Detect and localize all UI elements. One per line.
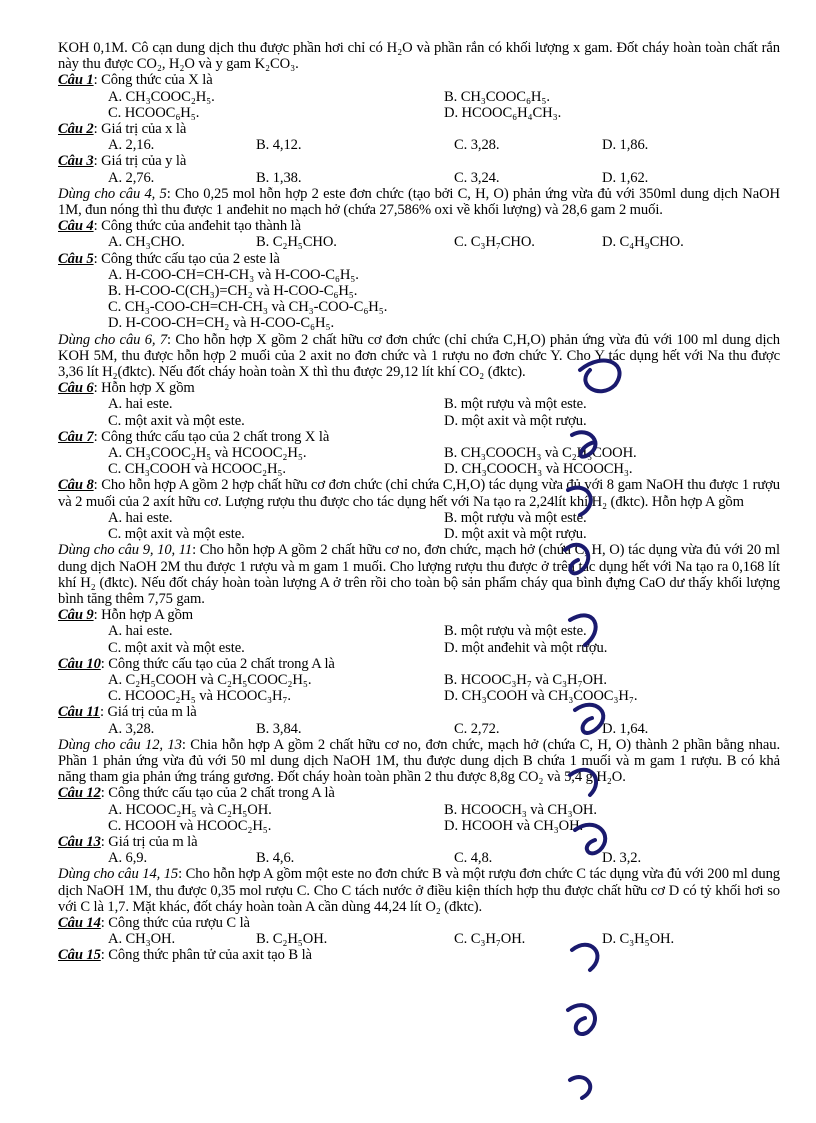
options-row: [58, 413, 780, 429]
question-15: [58, 947, 780, 963]
option-c[interactable]: C. 3,24.: [454, 169, 500, 186]
option-c[interactable]: C. một axit và một este.: [108, 639, 245, 656]
options-row: [58, 170, 780, 186]
question-label: Câu 11: [58, 704, 100, 721]
question-6: [58, 380, 780, 396]
question-14: [58, 915, 780, 931]
option-c[interactable]: C. CH₃-COO-CH=CH-CH₃ và CH₃-COO-C₆H₅.: [108, 299, 388, 316]
options-row: [58, 640, 780, 656]
question-label: Câu 14: [58, 914, 101, 931]
question-8: [58, 477, 780, 509]
option-d[interactable]: D. CH₃COOH và CH₃COOC₃H₇.: [444, 688, 638, 705]
option-d[interactable]: D. một axit và một rượu.: [444, 412, 587, 429]
option-a[interactable]: A. 3,28.: [108, 720, 155, 737]
option-a[interactable]: A. CH₃COOC₂H₅.: [108, 88, 215, 105]
question-label: Câu 10: [58, 655, 101, 672]
options-row: [58, 105, 780, 121]
options-row: [58, 461, 780, 477]
option-b[interactable]: B. H-COO-C(CH₃)=CH₂ và H-COO-C₆H₅.: [108, 283, 358, 300]
option-a[interactable]: A. HCOOC₂H₅ và C₂H₅OH.: [108, 801, 272, 818]
question-3: [58, 153, 780, 169]
option-c[interactable]: C. C₃H₇OH.: [454, 931, 526, 948]
question-stem: : Giá trị của x là: [93, 121, 187, 138]
shared-stem-4-5: [58, 186, 780, 218]
option-d[interactable]: D. C₃H₅OH.: [602, 931, 675, 948]
option-b[interactable]: B. C₂H₅CHO.: [256, 234, 337, 251]
option-a[interactable]: A. CH₃COOC₂H₅ và HCOOC₂H₅.: [108, 445, 307, 462]
question-label: Câu 4: [58, 218, 94, 235]
option-b[interactable]: B. CH₃COOCH₃ và C₂H₅COOH.: [444, 445, 637, 462]
question-12: [58, 785, 780, 801]
option-a[interactable]: A. hai este.: [108, 623, 173, 640]
option-d[interactable]: D. CH₃COOCH₃ và HCOOCH₃.: [444, 461, 633, 478]
option-b[interactable]: B. C₂H₅OH.: [256, 931, 328, 948]
option-a[interactable]: A. hai este.: [108, 509, 173, 526]
question-label: Câu 15: [58, 947, 101, 964]
shared-stem-12-13: [58, 737, 780, 786]
option-c[interactable]: C. 4,8.: [454, 850, 493, 867]
option-a[interactable]: A. 2,16.: [108, 137, 155, 154]
shared-stem-lead: Dùng cho câu 14, 15: [58, 866, 179, 883]
shared-stem-14-15: [58, 866, 780, 915]
option-d[interactable]: D. C₄H₉CHO.: [602, 234, 684, 251]
shared-stem-lead: Dùng cho câu 9, 10, 11: [58, 542, 193, 559]
question-label: Câu 7: [58, 428, 94, 445]
option-b[interactable]: B. 4,12.: [256, 137, 302, 154]
options-row: [58, 445, 780, 461]
question-label: Câu 2: [58, 121, 94, 138]
options-row: [58, 299, 780, 315]
option-b[interactable]: B. một rượu và một este.: [444, 623, 587, 640]
options-row: [58, 234, 780, 250]
option-b[interactable]: B. CH₃COOC₆H₅.: [444, 88, 550, 105]
question-label: Câu 13: [58, 833, 101, 850]
options-row: [58, 672, 780, 688]
question-label: Câu 9: [58, 607, 94, 624]
shared-stem-text: : Cho hỗn hợp A gồm 2 chất hữu cơ no, đơn chức, mạch hở (chứa C, H, O) tác dụng vừa đủ với 20 ml dung dịch NaOH 2M thu được 1 rượu và m gam 1 muối. Cho lượng rượu thu được ở trên tác dụng hết với Na tạo ra 0,168 lít khí H₂ (đktc). Nếu đốt cháy hoàn toàn lượng A ở trên rồi cho toàn bộ sản phẩm cháy qua bình đựng CaO dư thấy khối lượng bình tăng thêm 7,75 gam.: [58, 542, 781, 607]
question-stem: : Giá trị của m là: [100, 833, 198, 850]
options-row: [58, 623, 780, 639]
options-row: [58, 931, 780, 947]
options-row: [58, 721, 780, 737]
option-d[interactable]: D. 1,62.: [602, 169, 649, 186]
option-d[interactable]: D. H-COO-CH=CH₂ và H-COO-C₆H₅.: [108, 315, 335, 332]
options-row: [58, 315, 780, 331]
option-a[interactable]: A. 6,9.: [108, 850, 148, 867]
option-c[interactable]: C. C₃H₇CHO.: [454, 234, 535, 251]
option-a[interactable]: A. 2,76.: [108, 169, 155, 186]
option-a[interactable]: A. C₂H₅COOH và C₂H₅COOC₂H₅.: [108, 671, 312, 688]
option-d[interactable]: D. 3,2.: [602, 850, 642, 867]
shared-stem-lead: Dùng cho câu 4, 5: [58, 185, 167, 202]
question-11: [58, 704, 780, 720]
question-stem: : Công thức cấu tạo của 2 chất trong X là: [93, 428, 330, 445]
question-7: [58, 429, 780, 445]
option-b[interactable]: B. một rượu và một este.: [444, 396, 587, 413]
question-4: [58, 218, 780, 234]
question-label: Câu 8: [58, 477, 94, 494]
question-1: [58, 72, 780, 88]
options-row: [58, 802, 780, 818]
question-stem: : Công thức cấu tạo của 2 chất trong A là: [100, 655, 335, 672]
question-stem: : Công thức của X là: [93, 72, 213, 89]
option-c[interactable]: C. một axit và một este.: [108, 526, 245, 543]
shared-stem-text: : Cho 0,25 mol hỗn hợp 2 este đơn chức (tạo bởi C, H, O) phản ứng vừa đủ với 350ml dung dịch NaOH 1M, đun nóng thì thu được 1 anđehit no mạch hở (chứa 27,586% oxi về khối lượng) và 28,6 gam 2 muối.: [58, 185, 780, 219]
question-stem: : Giá trị của y là: [93, 153, 187, 170]
option-b[interactable]: B. 3,84.: [256, 720, 302, 737]
option-b[interactable]: B. 4,6.: [256, 850, 295, 867]
option-c[interactable]: C. HCOOH và HCOOC₂H₅.: [108, 817, 272, 834]
option-d[interactable]: D. HCOOC₆H₄CH₃.: [444, 104, 562, 121]
option-d[interactable]: D. một anđehit và một rượu.: [444, 639, 608, 656]
question-stem: : Hỗn hợp A gồm: [93, 607, 194, 624]
shared-stem-text: : Cho hỗn hợp A gồm một este no đơn chức B và một rượu đơn chức C tác dụng vừa đủ với 200 ml dung dịch NaOH 1M, thu được 0,35 mol rượu C. Cho C tách nước ở điều kiện thích hợp thu được chất hữu cơ D có tỷ khối hơi so với C là 1,7. Mặt khác, đốt cháy hoàn toàn A cần dùng 44,24 lít O₂ (đktc).: [58, 866, 780, 915]
option-c[interactable]: C. 2,72.: [454, 720, 500, 737]
shared-stem-lead: Dùng cho câu 6, 7: [58, 331, 168, 348]
question-stem: : Công thức phân tử của axit tạo B là: [100, 947, 312, 964]
option-d[interactable]: D. 1,64.: [602, 720, 649, 737]
question-5: [58, 251, 780, 267]
options-row: [58, 850, 780, 866]
question-stem: : Giá trị của m là: [99, 704, 197, 721]
question-label: Câu 12: [58, 785, 101, 802]
options-row: [58, 267, 780, 283]
option-a[interactable]: A. hai este.: [108, 396, 173, 413]
document-page: [58, 40, 780, 964]
question-stem: : Công thức của anđehit tạo thành là: [93, 218, 301, 235]
option-c[interactable]: C. HCOOC₂H₅ và HCOOC₃H₇.: [108, 688, 291, 705]
option-d[interactable]: D. HCOOH và CH₃OH.: [444, 817, 584, 834]
question-stem: : Công thức cấu tạo của 2 este là: [93, 250, 280, 267]
options-row: [58, 510, 780, 526]
option-c[interactable]: C. 3,28.: [454, 137, 500, 154]
question-9: [58, 607, 780, 623]
options-row: [58, 396, 780, 412]
option-a[interactable]: A. H-COO-CH=CH-CH₃ và H-COO-C₆H₅.: [108, 266, 359, 283]
question-label: Câu 5: [58, 250, 94, 267]
shared-stem-6-7: [58, 332, 780, 381]
intro-paragraph: KOH 0,1M. Cô cạn dung dịch thu được phần hơi chỉ có H₂O và phần rắn có khối lượng x gam. Đốt cháy hoàn toàn chất rắn này thu được CO₂, H₂O và y gam K₂CO₃.: [58, 40, 780, 73]
option-a[interactable]: A. CH₃CHO.: [108, 234, 185, 251]
shared-stem-lead: Dùng cho câu 12, 13: [58, 736, 182, 753]
shared-stem-text: : Chia hỗn hợp A gồm 2 chất hữu cơ no, đơn chức, mạch hở (chứa C, H, O) thành 2 phần bằng nhau. Phần 1 phản ứng vừa đủ với 50 ml dung dịch NaOH 1M, thu được dung dịch B chứa 1 muối và m gam 1 rượu. B có khả năng tham gia phản ứng tráng gương. Đốt cháy hoàn toàn phần 2 thu được 8,8g CO₂ và 5,4 g H₂O.: [58, 736, 780, 786]
question-2: [58, 121, 780, 137]
shared-stem-9-11: [58, 542, 780, 607]
question-stem: : Cho hỗn hợp A gồm 2 hợp chất hữu cơ đơn chức (chỉ chứa C,H,O) tác dụng vừa đủ với 8 gam NaOH thu được 1 rượu và 2 muối của 2 axít hữu cơ. Lượng rượu thu được cho tác dụng hết với Na tạo ra 2,24lít khí H₂ (đktc). Hỗn hợp A gồm: [58, 477, 780, 510]
question-label: Câu 6: [58, 380, 94, 397]
question-stem: : Công thức cấu tạo của 2 chất trong A là: [100, 785, 335, 802]
options-row: [58, 526, 780, 542]
shared-stem-text: : Cho hỗn hợp X gồm 2 chất hữu cơ đơn chức (chỉ chứa C,H,O) phản ứng vừa đủ với 100 ml dung dịch KOH 5M, thu được hỗn hợp 2 muối của 2 axit no đơn chức và 1 rượu no đơn chức Y. Cho Y tác dụng hết với Na thu được 3,36 lít H₂(đktc). Nếu đốt cháy hoàn toàn X thì thu được 29,12 lít khí CO₂ (đktc).: [58, 331, 780, 381]
options-row: [58, 89, 780, 105]
options-row: [58, 137, 780, 153]
option-b[interactable]: B. HCOOC₃H₇ và C₃H₇OH.: [444, 671, 607, 688]
option-d[interactable]: D. 1,86.: [602, 137, 649, 154]
options-row: [58, 283, 780, 299]
option-d[interactable]: D. một axit và một rượu.: [444, 526, 587, 543]
option-b[interactable]: B. 1,38.: [256, 169, 302, 186]
option-c[interactable]: C. HCOOC₆H₅.: [108, 104, 200, 121]
question-label: Câu 3: [58, 153, 94, 170]
options-row: [58, 818, 780, 834]
question-13: [58, 834, 780, 850]
option-a[interactable]: A. CH₃OH.: [108, 931, 176, 948]
question-10: [58, 656, 780, 672]
options-row: [58, 688, 780, 704]
question-stem: : Hỗn hợp X gồm: [93, 380, 195, 397]
option-b[interactable]: B. một rượu và một este.: [444, 509, 587, 526]
option-c[interactable]: C. một axit và một este.: [108, 412, 245, 429]
option-b[interactable]: B. HCOOCH₃ và CH₃OH.: [444, 801, 597, 818]
question-label: Câu 1: [58, 72, 94, 89]
option-c[interactable]: C. CH₃COOH và HCOOC₂H₅.: [108, 461, 286, 478]
question-stem: : Công thức của rượu C là: [100, 914, 250, 931]
